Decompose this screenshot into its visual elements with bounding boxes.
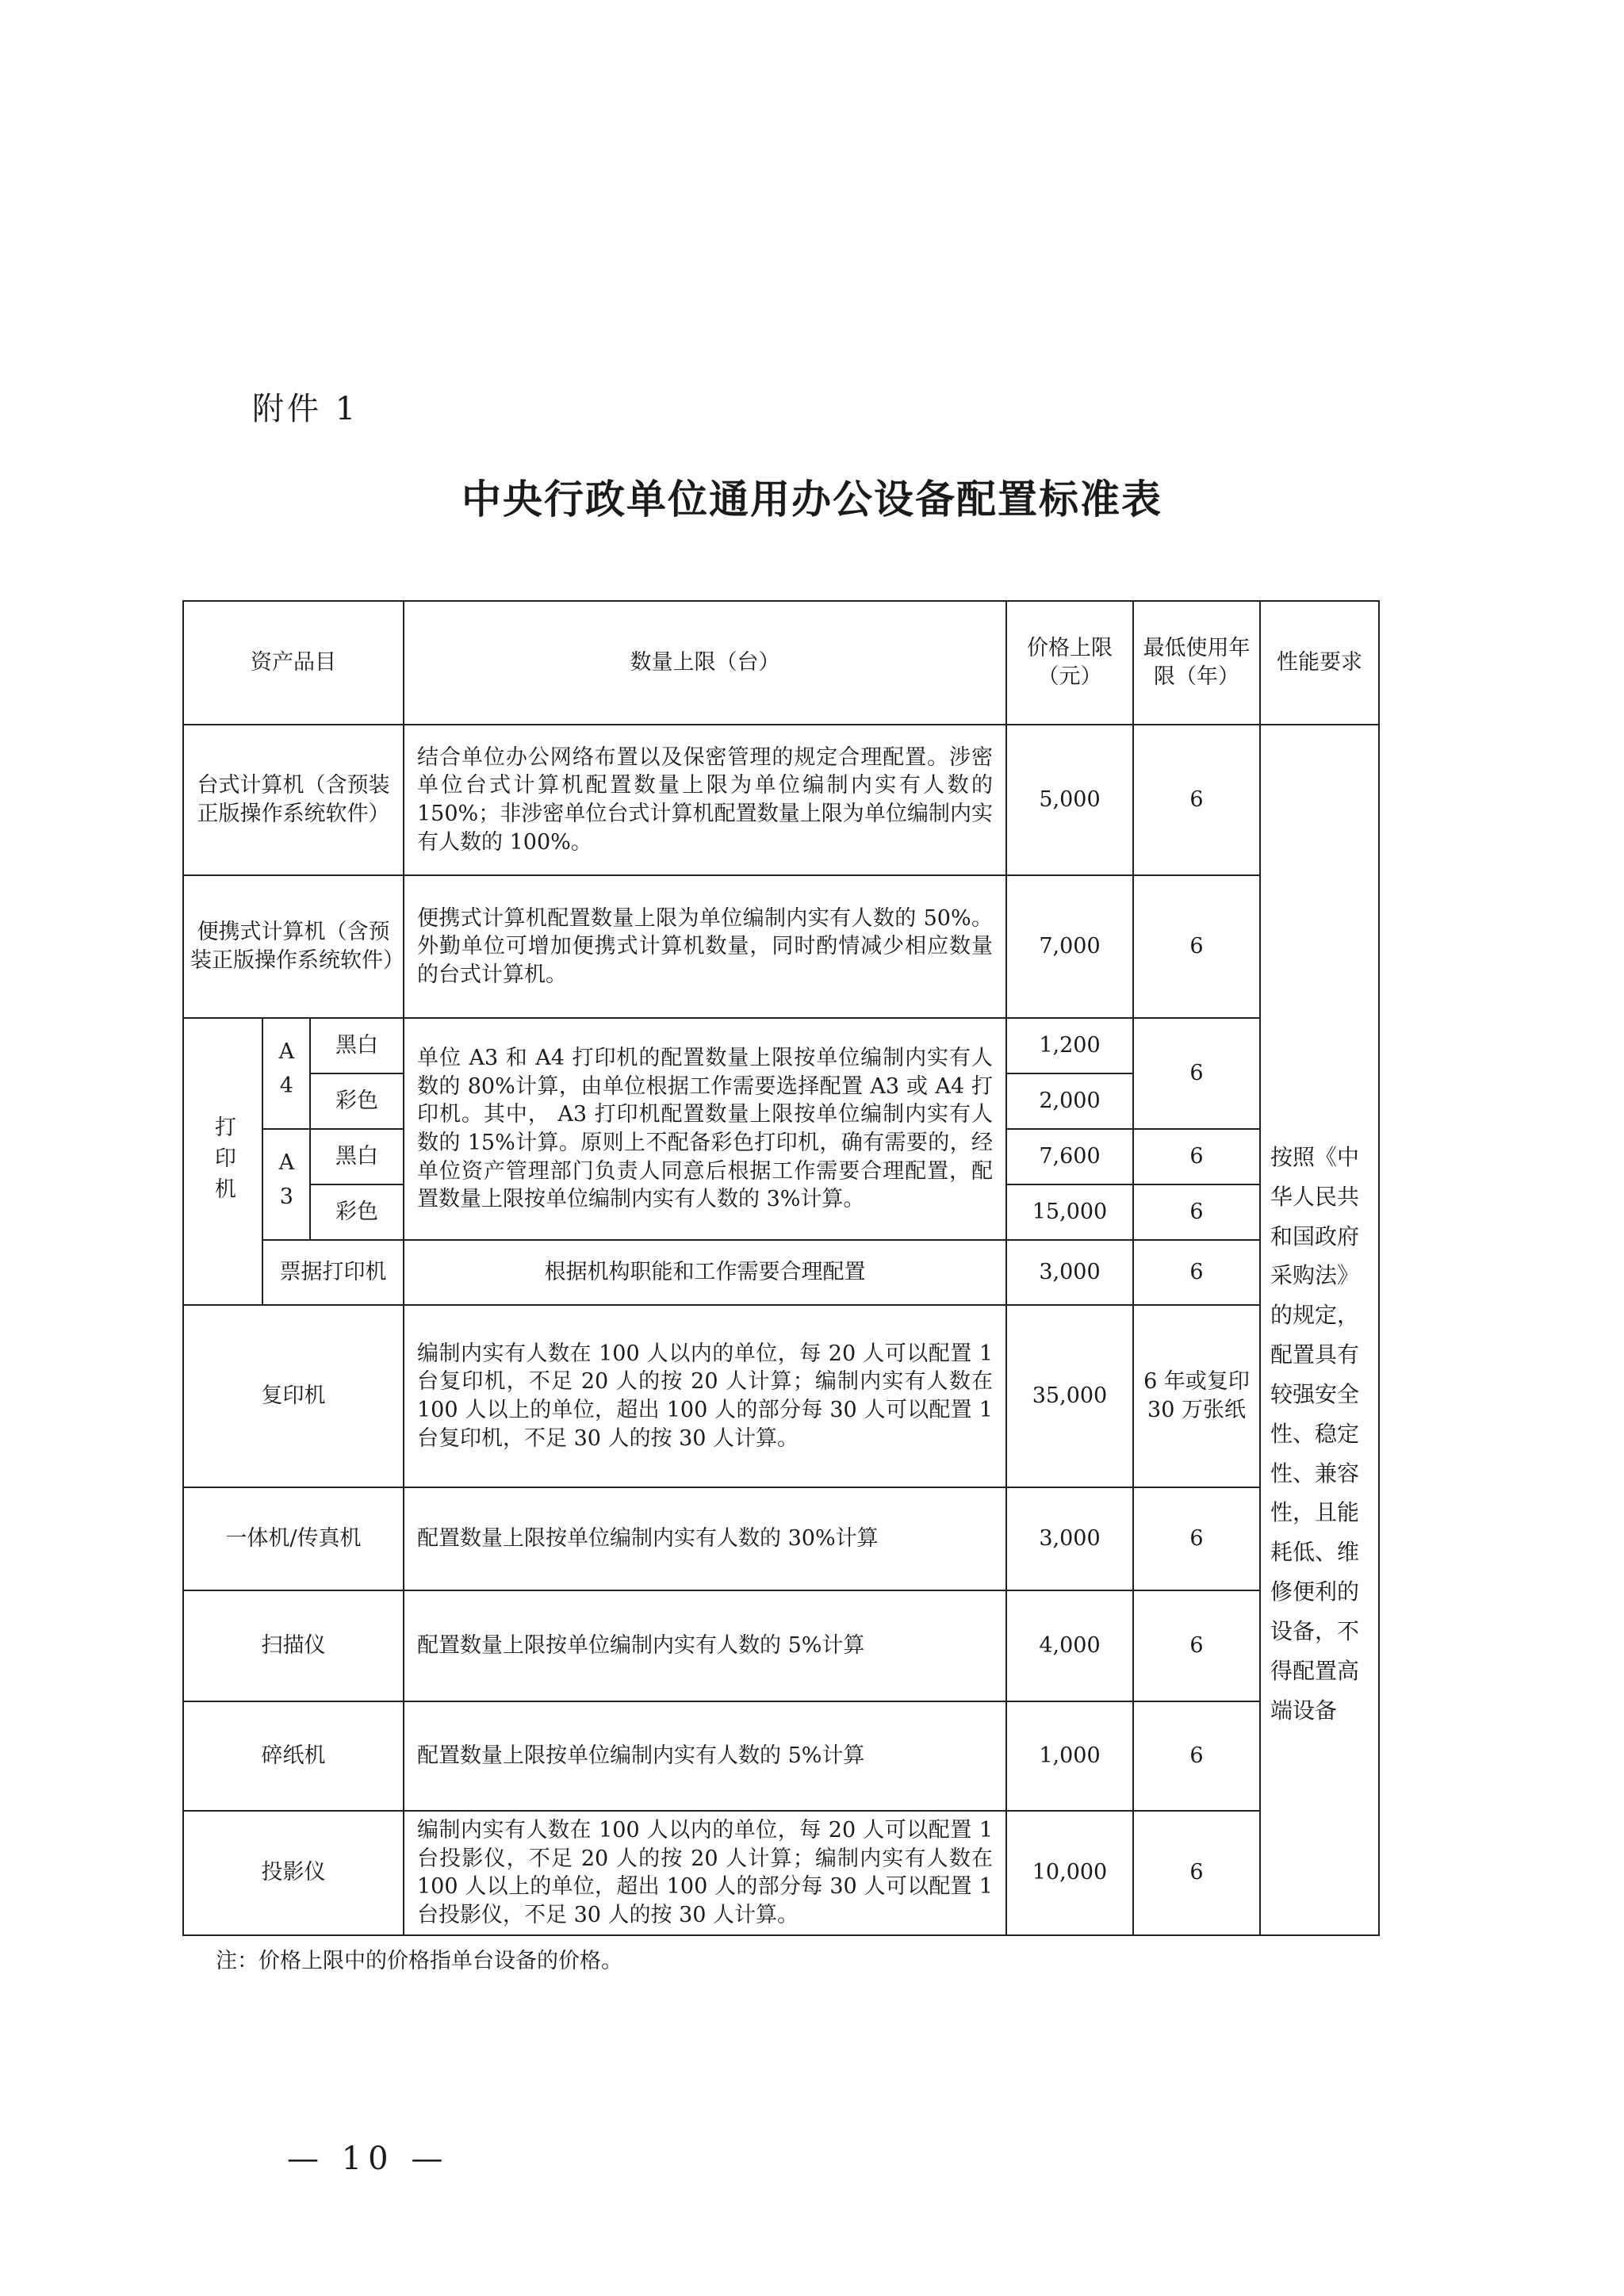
header-price: 价格上限（元） — [1006, 601, 1133, 725]
performance-cell — [1260, 725, 1379, 1935]
printer-group-label: 打印机 — [210, 1115, 236, 1208]
desktop-price: 5,000 — [1006, 725, 1133, 875]
copier-name: 复印机 — [183, 1305, 404, 1487]
receipt-printer-life: 6 — [1133, 1240, 1260, 1305]
projector-price: 10,000 — [1006, 1811, 1133, 1935]
header-performance: 性能要求 — [1260, 601, 1379, 725]
receipt-printer-name: 票据打印机 — [262, 1240, 404, 1305]
mfp-life: 6 — [1133, 1487, 1260, 1590]
printer-a4-label: A4 — [274, 1039, 299, 1108]
page-number: — 10 — — [287, 2141, 450, 2177]
header-item: 资产品目 — [183, 601, 404, 725]
projector-life: 6 — [1133, 1811, 1260, 1935]
printer-a4-mono-price: 1,200 — [1006, 1018, 1133, 1073]
printer-a3-color-price: 15,000 — [1006, 1184, 1133, 1240]
printer-a4 — [262, 1018, 310, 1129]
table-row — [183, 1240, 1379, 1305]
projector-desc: 编制内实有人数在 100 人以内的单位，每 20 人可以配置 1 台投影仪，不足 20 人的按 20 人计算；编制内实有人数在 100 人以上的单位，超出 100 人的部分每 30 人可以配置 1 台投影仪，不足 30 人的按 30 人计算。 — [404, 1811, 1006, 1935]
printer-a4-life: 6 — [1133, 1018, 1260, 1129]
mfp-price: 3,000 — [1006, 1487, 1133, 1590]
table-row — [183, 1018, 1379, 1073]
printer-a3 — [262, 1129, 310, 1240]
laptop-desc: 便携式计算机配置数量上限为单位编制内实有人数的 50%。外勤单位可增加便携式计算机数量，同时酌情减少相应数量的台式计算机。 — [404, 875, 1006, 1018]
desktop-name: 台式计算机（含预装正版操作系统软件） — [183, 725, 404, 875]
performance-text: 按照《中华人民共和国政府采购法》的规定，配置具有较强安全性、稳定性、兼容性，且能耗低、维修便利的设备，不得配置高端设备 — [1270, 1144, 1360, 1724]
printer-a4-color: 彩色 — [310, 1073, 404, 1129]
shredder-desc: 配置数量上限按单位编制内实有人数的 5%计算 — [404, 1701, 1006, 1811]
table-row — [183, 1701, 1379, 1811]
printer-a3-label: A3 — [274, 1150, 299, 1219]
laptop-name: 便携式计算机（含预装正版操作系统软件） — [183, 875, 404, 1018]
receipt-printer-price: 3,000 — [1006, 1240, 1133, 1305]
shredder-price: 1,000 — [1006, 1701, 1133, 1811]
scanner-price: 4,000 — [1006, 1590, 1133, 1701]
copier-life: 6 年或复印 30 万张纸 — [1133, 1305, 1260, 1487]
shredder-name: 碎纸机 — [183, 1701, 404, 1811]
printer-a4-mono: 黑白 — [310, 1018, 404, 1073]
scanner-desc: 配置数量上限按单位编制内实有人数的 5%计算 — [404, 1590, 1006, 1701]
printer-a3-mono-price: 7,600 — [1006, 1129, 1133, 1184]
mfp-desc: 配置数量上限按单位编制内实有人数的 30%计算 — [404, 1487, 1006, 1590]
table-row — [183, 1590, 1379, 1701]
page-title: 中央行政单位通用办公设备配置标准表 — [462, 476, 1162, 522]
table-row — [183, 725, 1379, 875]
table-row — [183, 1305, 1379, 1487]
printer-desc: 单位 A3 和 A4 打印机的配置数量上限按单位编制内实有人数的 80%计算，由单位根据工作需要选择配置 A3 或 A4 打印机。其中， A3 打印机配置数量上限按单位编制内实有人数的 15%计算。原则上不配备彩色打印机，确有需要的，经单位资产管理部门负责人同意后根据工作需要合理配置，配置数量上限按单位编制内实有人数的 3%计算。 — [404, 1018, 1006, 1240]
header-min-life: 最低使用年限（年） — [1133, 601, 1260, 725]
receipt-printer-desc: 根据机构职能和工作需要合理配置 — [404, 1240, 1006, 1305]
annex-label: 附件 1 — [252, 391, 359, 427]
table-header-row — [183, 601, 1379, 725]
scanner-name: 扫描仪 — [183, 1590, 404, 1701]
footnote: 注：价格上限中的价格指单台设备的价格。 — [216, 1949, 622, 1973]
mfp-name: 一体机/传真机 — [183, 1487, 404, 1590]
table-row — [183, 1811, 1379, 1935]
laptop-life: 6 — [1133, 875, 1260, 1018]
desktop-life: 6 — [1133, 725, 1260, 875]
copier-price: 35,000 — [1006, 1305, 1133, 1487]
table-row — [183, 1487, 1379, 1590]
printer-a3-color: 彩色 — [310, 1184, 404, 1240]
desktop-desc: 结合单位办公网络布置以及保密管理的规定合理配置。涉密单位台式计算机配置数量上限为单位编制内实有人数的 150%；非涉密单位台式计算机配置数量上限为单位编制内实有人数的 100%。 — [404, 725, 1006, 875]
printer-a3-color-life: 6 — [1133, 1184, 1260, 1240]
header-quantity: 数量上限（台） — [404, 601, 1006, 725]
table-row — [183, 875, 1379, 1018]
printer-group — [183, 1018, 262, 1305]
config-standard-table — [182, 600, 1380, 1936]
shredder-life: 6 — [1133, 1701, 1260, 1811]
copier-desc: 编制内实有人数在 100 人以内的单位，每 20 人可以配置 1 台复印机，不足 20 人的按 20 人计算；编制内实有人数在 100 人以上的单位，超出 100 人的部分每 30 人可以配置 1 台复印机，不足 30 人的按 30 人计算。 — [404, 1305, 1006, 1487]
laptop-price: 7,000 — [1006, 875, 1133, 1018]
scanner-life: 6 — [1133, 1590, 1260, 1701]
printer-a3-mono: 黑白 — [310, 1129, 404, 1184]
printer-a4-color-price: 2,000 — [1006, 1073, 1133, 1129]
printer-a3-mono-life: 6 — [1133, 1129, 1260, 1184]
projector-name: 投影仪 — [183, 1811, 404, 1935]
